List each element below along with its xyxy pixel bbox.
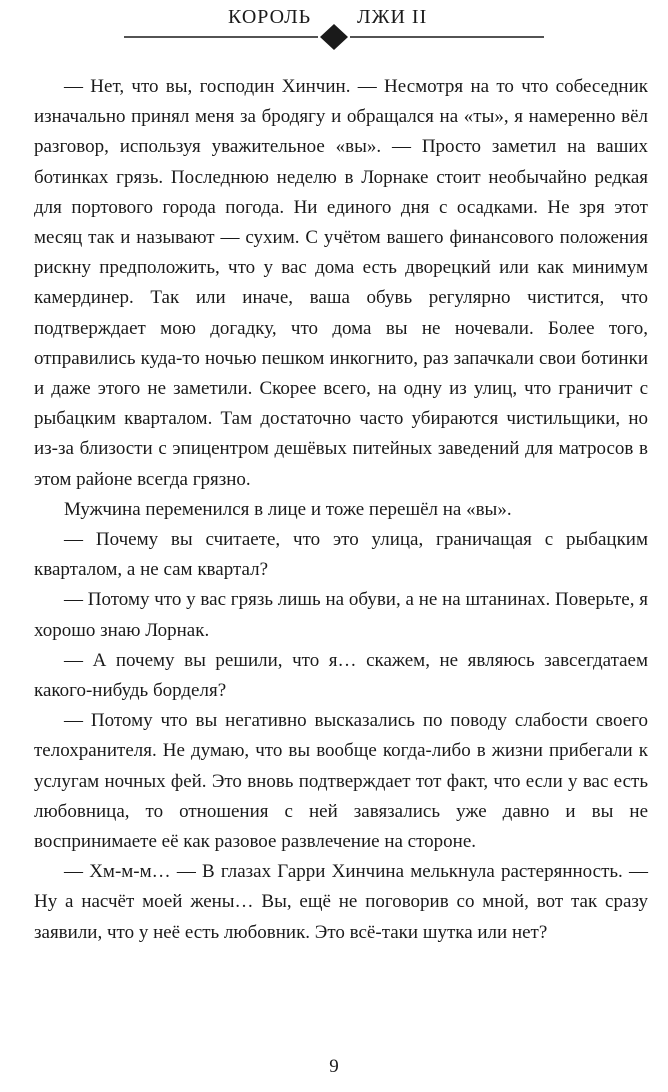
paragraph: — А почему вы решили, что я… скажем, не являюсь завсегдатаем какого-нибудь борделя? (34, 649, 648, 702)
header-ornament (0, 0, 668, 50)
paragraph: — Хм-м-м… — В глазах Гарри Хинчина мелькнула растерянность. — Ну а насчёт моей жены… Вы, ещё не поговорив со мной, вот так сразу заявили, что у неё есть любовник. Это всё-таки шутка или нет? (34, 861, 648, 943)
paragraph: — Потому что у вас грязь лишь на обуви, а не на штанинах. Поверьте, я хорошо знаю Лорнак. (34, 589, 648, 641)
running-header (0, 0, 668, 50)
paragraph: Мужчина переменился в лице и тоже перешёл на «вы». (64, 498, 512, 520)
page-body (34, 72, 648, 948)
paragraph: — Потому что вы негативно высказались по поводу слабости своего телохранителя. Не думаю, что вы вообще когда-либо в жизни прибегали к услугам ночных фей. Это вновь подтверждает тот факт, что если у вас есть любовница, то отношения с ней завязались уже давно и вы не воспринимаете её как разовое развлечение на стороне. (34, 710, 648, 853)
paragraph: — Почему вы считаете, что это улица, граничащая с рыбацким кварталом, а не сам квартал? (34, 529, 648, 581)
header-title-right: ЛЖИ II (357, 6, 428, 28)
diamond-ornament-icon (320, 24, 348, 50)
paragraph: — Нет, что вы, господин Хинчин. — Несмотря на то что собеседник изначально принял меня за бродягу и обращался на «ты», я намеренно вёл разговор, используя уважительное «вы». — Просто заметил на ваших ботинках грязь. Последнюю неделю в Лорнаке стоит необычайно редкая для портового города погода. Ни единого дня с осадками. Не зря этот месяц так и называют — сухим. С учётом вашего финансового положения рискну предположить, что у вас дома есть дворецкий или как минимум камердинер. Так или иначе, ваша обувь регулярно чистится, что подтверждает мою догадку, что дома вы не ночевали. Более того, отправились куда-то ночью пешком инкогнито, раз запачкали свои ботинки и даже этого не заметили. Скорее всего, на одну из улиц, что граничит с рыбацким кварталом. Там достаточно часто убираются чистильщики, но из-за близости с эпицентром дешёвых питейных заведений для матросов в этом районе всегда грязно. (34, 76, 648, 490)
page-number: 9 (329, 1056, 339, 1077)
header-title-left: КОРОЛЬ (228, 6, 312, 28)
